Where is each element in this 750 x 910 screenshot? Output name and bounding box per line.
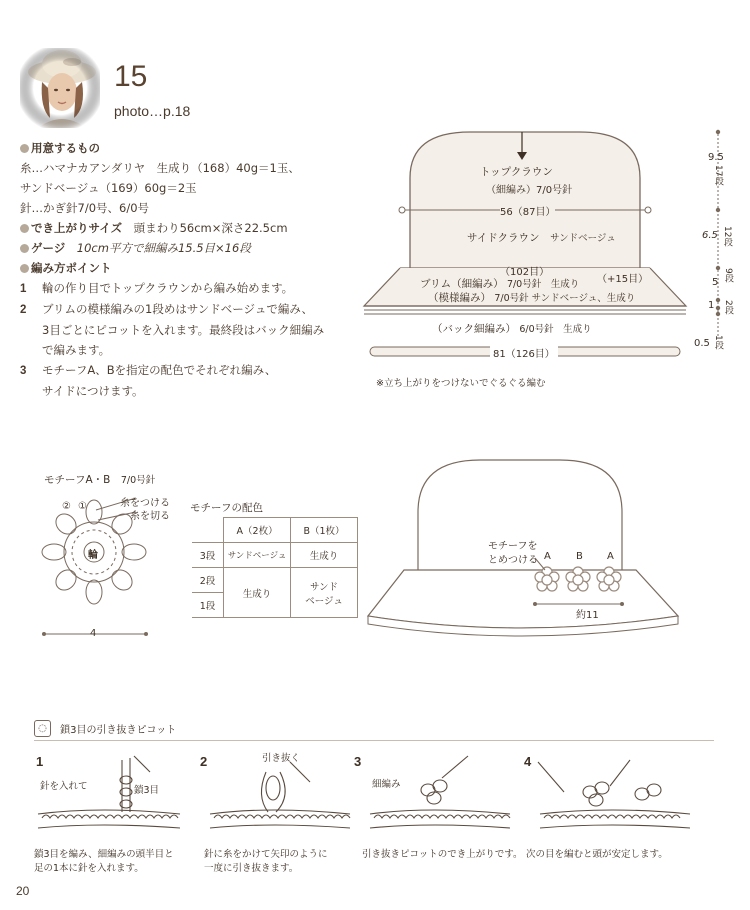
color-cell: サンドベージュ xyxy=(224,543,291,568)
cut-yarn-label: 糸を切る xyxy=(130,511,170,522)
dim-brim1-cm: 5 xyxy=(712,277,719,288)
brim-stitch-label: ブリム（細編み） 7/0号針 生成り xyxy=(420,278,580,290)
picot-caption: 鎖3目を編み、細編みの頭半目と 足の1本に針を入れます。 xyxy=(34,849,174,874)
materials-title: 用意するもの xyxy=(31,141,100,155)
spiral-note: ※立ち上がりをつけないでぐるぐる編む xyxy=(376,378,546,389)
picot-step-number: 1 xyxy=(36,754,44,769)
plus-15-label: （+15目） xyxy=(597,274,649,285)
picot-symbol-icon: ◌ xyxy=(34,720,51,737)
color-head-b: B（1枚） xyxy=(291,518,358,543)
bullet-dot-icon xyxy=(20,224,29,233)
motif-width-label: 4 xyxy=(90,628,97,639)
dim-brim1-rows: 9段 xyxy=(723,268,733,283)
motif-a-label-1: A xyxy=(544,551,551,562)
motif-round-1: ① xyxy=(78,501,87,512)
dim-side-cm: 6.5 xyxy=(702,230,718,241)
motif-round-2: ② xyxy=(62,501,71,512)
row-label: 3段 xyxy=(192,543,224,568)
width-56-label: 56（87目） xyxy=(500,203,555,218)
materials-line: サンドベージュ（169）60g＝2玉 xyxy=(20,181,197,195)
gauge-value: 10cm平方で細編み15.5目×16段 xyxy=(76,241,251,255)
picot-label-sc: 細編み xyxy=(372,779,401,790)
dim-side-rows: 12段 xyxy=(722,226,732,247)
color-table xyxy=(192,517,358,618)
size-value: 頭まわり56cm×深さ22.5cm xyxy=(133,221,288,235)
top-crown-label: トップクラウン xyxy=(480,166,553,178)
step-item: 1 輪の作り目でトップクラウンから編み始めます。 xyxy=(20,281,294,295)
color-cell: サンド ベージュ xyxy=(291,568,358,618)
back-stitch-label: （バック細編み） 6/0号針 生成り xyxy=(432,323,592,335)
materials-line: 糸…ハマナカアンダリヤ 生成り（168）40g＝1玉、 xyxy=(20,161,300,175)
pattern-number: 15 xyxy=(114,60,148,93)
dim-crown-rows: 17段 xyxy=(713,165,723,186)
width-81-label: 81（126目） xyxy=(490,345,558,360)
flower-motif-row xyxy=(535,567,621,591)
picot-title: 鎖3目の引き抜きピコット xyxy=(60,725,177,736)
points-title: 編み方ポイント xyxy=(31,261,112,275)
step-item: 2 ブリムの模様編みの1段めはサンドベージュで編み、 xyxy=(20,302,314,316)
bullet-dot-icon xyxy=(20,244,29,253)
motif-ring-label: 輪 xyxy=(88,550,98,561)
motif-a-label-2: A xyxy=(607,551,614,562)
photo-reference: photo…p.18 xyxy=(114,103,191,119)
stitches-102-label: （102目） xyxy=(500,267,550,278)
dim-back-cm: 0.5 xyxy=(694,338,710,349)
color-head-a: A（2枚） xyxy=(224,518,291,543)
picot-step-number: 3 xyxy=(354,754,362,769)
brim-pattern-label: （模様編み） 7/0号針 サンドベージュ、生成り xyxy=(428,292,636,304)
bullet-dot-icon xyxy=(20,264,29,273)
color-cell: 生成り xyxy=(291,543,358,568)
picot-caption: 次の目を編むと頭が安定します。 xyxy=(526,849,668,860)
size-title: でき上がりサイズ xyxy=(31,221,123,235)
dim-back-rows: 1段 xyxy=(713,335,723,350)
dim-brim2-rows: 2段 xyxy=(723,300,733,315)
picot-step-number: 4 xyxy=(524,754,532,769)
materials-section: 用意するもの 糸…ハマナカアンダリヤ 生成り（168）40g＝1玉、 サンドベージュ（169）60g＝2玉 針…かぎ針7/0号、6/0号 でき上がりサイズ 頭まわり56cm×深さ22.5cm ゲージ 10cm平方で細編み15.5目×16段 編み方ポイント 1 輪の作り目でトップクラウンから編み始めます。 2 ブリムの模様編みの1段めはサンドベージュで編み、 3目ごとにピコットを入れます。最終段はバック細編み で編みます。 3 モチーフA、Bを指定の配色でそれぞれ編み、 サイドにつけます。 xyxy=(20,141,325,398)
top-crown-stitch: （細編み）7/0号針 xyxy=(486,185,573,196)
attach-yarn-label: 糸をつける xyxy=(120,498,170,509)
dim-brim2-cm: 1 xyxy=(708,300,715,311)
row-label: 1段 xyxy=(192,593,224,618)
page-number: 20 xyxy=(16,884,30,898)
color-table-title: モチーフの配色 xyxy=(190,502,263,514)
picot-label-chain3: 鎖3目 xyxy=(134,785,160,796)
bullet-dot-icon xyxy=(20,144,29,153)
attach-motif-label-2: とめつける xyxy=(488,555,538,566)
row-label: 2段 xyxy=(192,568,224,593)
picot-step-illustrations xyxy=(30,752,720,844)
dim-crown-cm: 9.5 xyxy=(708,152,724,163)
side-crown-label: サイドクラウン サンドベージュ xyxy=(467,232,616,244)
approx-11-label: 約11 xyxy=(574,606,601,621)
model-photo xyxy=(20,48,100,128)
picot-step-number: 2 xyxy=(200,754,208,769)
picot-caption: 引き抜きピコットのでき上がりです。 xyxy=(362,849,523,860)
picot-label-insert: 針を入れて xyxy=(40,781,88,792)
color-cell: 生成り xyxy=(224,568,291,618)
picot-label-pullthrough: 引き抜く xyxy=(262,753,301,764)
picot-caption: 針に糸をかけて矢印のように 一度に引き抜きます。 xyxy=(204,849,328,874)
attach-motif-label-1: モチーフを xyxy=(488,541,538,552)
gauge-title: ゲージ xyxy=(31,241,66,255)
motif-b-label: B xyxy=(576,551,583,562)
step-item: 3 モチーフA、Bを指定の配色でそれぞれ編み、 xyxy=(20,363,277,377)
picot-header xyxy=(34,718,714,741)
materials-line: 針…かぎ針7/0号、6/0号 xyxy=(20,201,150,215)
motif-title: モチーフA・B 7/0号針 xyxy=(44,474,156,486)
